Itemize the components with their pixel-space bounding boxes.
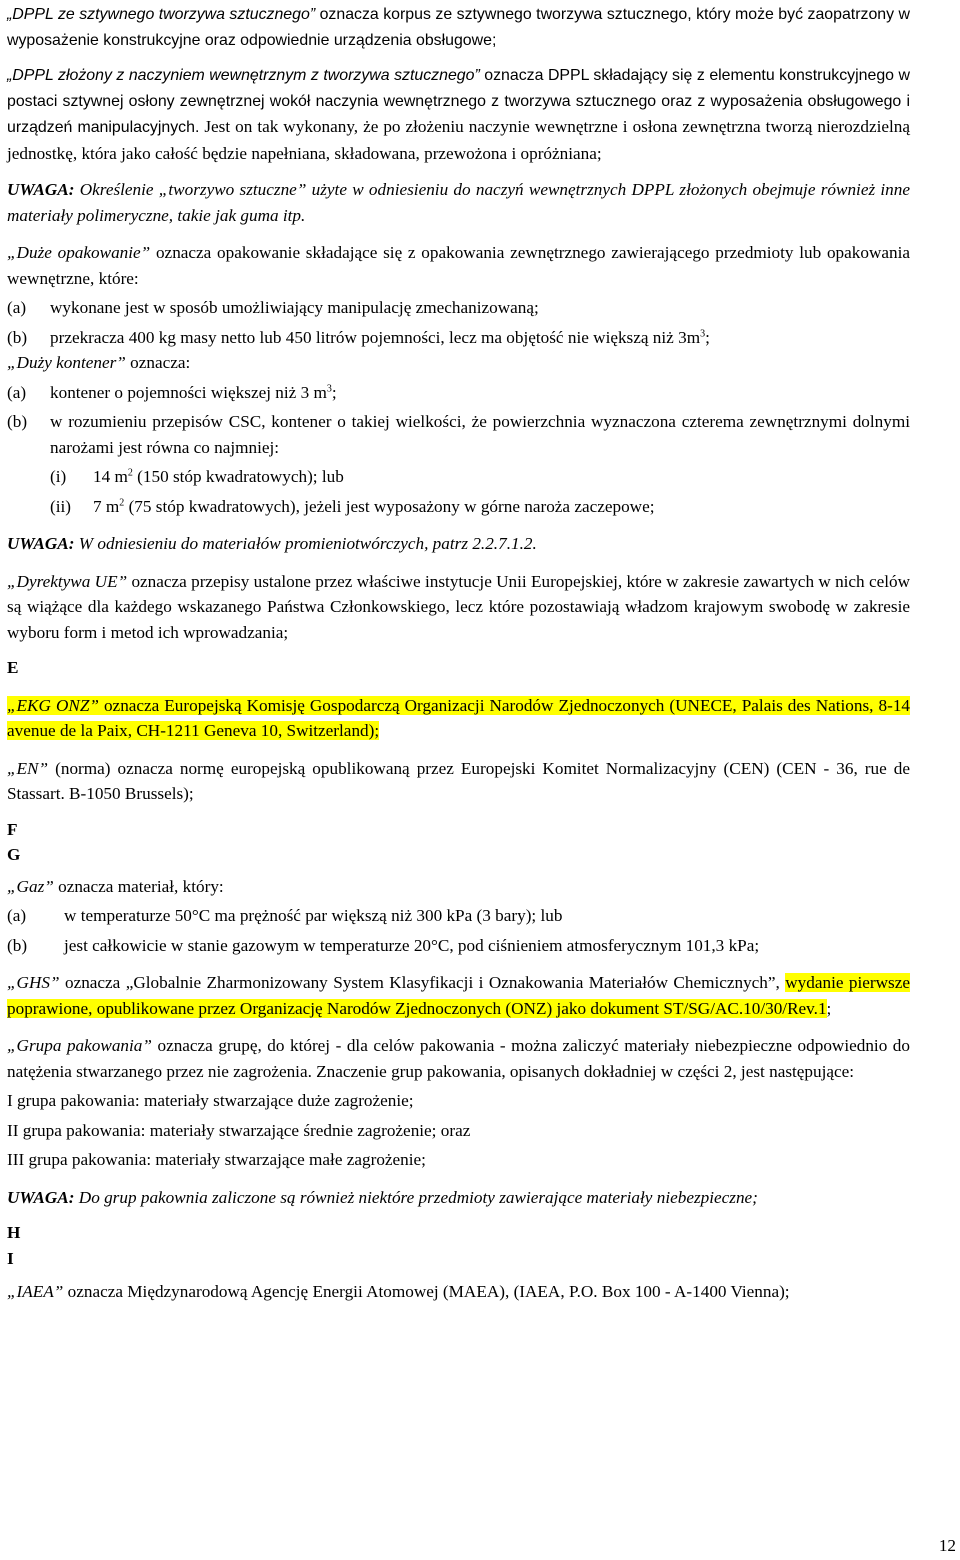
note-label: UWAGA: xyxy=(7,1187,75,1207)
definition-eu-directive xyxy=(7,569,910,646)
definition-iaea xyxy=(7,1279,910,1305)
note-text: Określenie „tworzywo sztuczne” użyte w odniesieniu do naczyń wewnętrznych DPPL złożonych obejmuje również inne materiały polimeryczne, takie jak guma itp. xyxy=(7,180,910,225)
list-item xyxy=(7,295,910,321)
definition-text: oznacza „Globalnie Zharmonizowany System Klasyfikacji i Oznakowania Materiałów Chemicznych”, xyxy=(59,973,786,992)
note-radioactive xyxy=(7,531,910,557)
definition-en xyxy=(7,756,910,807)
definition-gas xyxy=(7,874,910,900)
sub-list-item xyxy=(7,494,910,520)
item-text: w temperaturze 50°C ma prężność par większą niż 300 kPa (3 bary); lub xyxy=(64,906,563,925)
definition-large-container xyxy=(7,350,910,376)
page-number: 12 xyxy=(938,1536,956,1555)
item-text xyxy=(93,464,910,490)
item-label: (i) xyxy=(50,467,67,486)
item-label: (b) xyxy=(7,935,28,955)
item-label: (a) xyxy=(7,382,27,402)
term: „Duży kontener” xyxy=(7,353,126,372)
term: „Grupa pakowania” xyxy=(7,1036,152,1055)
definition-packing-group xyxy=(7,1033,910,1084)
definition-large-packaging xyxy=(7,240,910,291)
item-text-post: (150 stóp kwadratowych); lub xyxy=(132,467,344,486)
sub-list-item xyxy=(7,464,910,490)
section-letter-h: H xyxy=(7,1223,21,1242)
definition-text: (norma) oznacza normę europejską opublikowaną przez Europejski Komitet Normalizacyjny (CEN) (CEN - 36, rue de Stassart. B-1050 Brussels); xyxy=(7,758,910,803)
list-item xyxy=(7,325,910,351)
item-text xyxy=(50,380,910,406)
definition-ghs xyxy=(7,970,910,1021)
definition-text: oznacza przepisy ustalone przez właściwe instytucje Unii Europejskiej, które w zakresie zawartych w nich celów są wiążące dla każdego wskazanego Państwa Członkowskiego, lecz które pozostawiają władzom krajowym swobodę w zakresie wyboru form i metod ich wprowadzania; xyxy=(7,571,911,642)
definition-text: oznacza Europejską Komisję Gospodarczą Organizacji Narodów Zjednoczonych (UNECE, Palais des Nations, 8-14 avenue de la Paix, CH-1211 Geneva 10, Switzerland); xyxy=(7,695,911,740)
item-label: (a) xyxy=(7,906,27,925)
packing-group-3: III grupa pakowania: materiały stwarzające małe zagrożenie; xyxy=(7,1150,426,1169)
superscript: 2 xyxy=(127,467,133,479)
definition-text-continued: Jest on tak wykonany, że po złożeniu naczynie wewnętrzne i osłona zewnętrzna tworzą nierozdzielną jednostkę, która jako całość będzie napełniana, składowana, przewożona i opróżniana; xyxy=(7,117,910,163)
term: „GHS” xyxy=(7,973,60,992)
item-label: (ii) xyxy=(50,496,71,516)
item-text-post: (75 stóp kwadratowych), jeżeli jest wyposażony w górne naroża zaczepowe; xyxy=(124,496,655,516)
item-text-pre: 14 m xyxy=(93,467,128,486)
highlighted-text xyxy=(7,696,910,741)
note-label: UWAGA: xyxy=(7,180,75,199)
superscript: 2 xyxy=(119,496,125,508)
term: „Gaz” xyxy=(7,876,54,896)
item-label: (b) xyxy=(7,412,28,431)
section-letter-f: F xyxy=(7,819,18,839)
definition-text: oznacza grupę, do której - dla celów pakowania - można zaliczyć materiały niebezpieczne odpowiednio do natężenia stwarzanego przez nie zagrożenia. Znaczenie grup pakowania, opisanych dokładniej w części 2, jest następujące: xyxy=(7,1036,910,1081)
item-text-end: ; xyxy=(705,327,710,347)
term: „DPPL ze sztywnego tworzywa sztucznego” xyxy=(7,6,316,23)
note-text: W odniesieniu do materiałów promieniotwórczych, patrz 2.2.7.1.2. xyxy=(74,534,537,553)
list-item xyxy=(7,409,910,460)
definition-dppl-composite xyxy=(7,63,910,167)
superscript: 3 xyxy=(700,327,706,339)
item-label: (a) xyxy=(7,298,27,317)
note-packing-groups xyxy=(7,1185,910,1211)
definition-text: oznacza Międzynarodową Agencję Energii Atomowej (MAEA), (IAEA, P.O. Box 100 - A-1400 Vienna); xyxy=(63,1282,790,1301)
definition-unece xyxy=(7,693,910,744)
term: „IAEA” xyxy=(7,1282,64,1301)
list-item xyxy=(7,903,910,929)
section-letter-g: G xyxy=(7,845,21,864)
item-label: (b) xyxy=(7,327,28,347)
section-letter-e: E xyxy=(7,658,19,677)
section-letter-i: I xyxy=(7,1248,14,1268)
definition-text: oznacza DPPL składający się z elementu konstrukcyjnego w postaci sztywnej osłony zewnętrznej wokół naczynia wewnętrznego z tworzywa sztucznego oraz z wyposażenia obsługowego i urządzeń manipulacyjnych. xyxy=(7,67,910,136)
term: „Dyrektywa UE” xyxy=(7,571,128,591)
term: „EKG ONZ” xyxy=(7,695,99,715)
item-text: wykonane jest w sposób umożliwiający manipulację zmechanizowaną; xyxy=(50,298,539,317)
list-item xyxy=(7,380,910,406)
definition-end: ; xyxy=(826,998,832,1018)
item-text xyxy=(93,494,910,520)
packing-group-1: I grupa pakowania: materiały stwarzające duże zagrożenie; xyxy=(7,1091,414,1110)
term: „Duże opakowanie” xyxy=(7,243,151,262)
term: „DPPL złożony z naczyniem wewnętrznym z tworzywa sztucznego” xyxy=(7,67,480,84)
list-item xyxy=(7,933,910,959)
item-text-main: przekracza 400 kg masy netto lub 450 litrów pojemności, lecz ma objętość nie większą niż 3m xyxy=(50,327,701,347)
packing-group-2: II grupa pakowania: materiały stwarzające średnie zagrożenie; oraz xyxy=(7,1120,471,1140)
note-label: UWAGA: xyxy=(7,534,75,553)
item-text-end: ; xyxy=(331,382,337,402)
item-text-main: kontener o pojemności większej niż 3 m xyxy=(50,382,327,402)
item-text: jest całkowicie w stanie gazowym w temperaturze 20°C, pod ciśnieniem atmosferycznym 101,3 kPa; xyxy=(64,935,760,955)
definition-text: oznacza materiał, który: xyxy=(53,876,224,896)
item-text-pre: 7 m xyxy=(93,496,120,516)
definition-text: oznacza korpus ze sztywnego tworzywa sztucznego, który może być zaopatrzony w wyposażenie konstrukcyjne oraz odpowiednie urządzenia obsługowe; xyxy=(7,6,910,49)
document-page xyxy=(7,2,910,1305)
highlighted-text: wydanie pierwsze poprawione, opublikowane przez Organizację Narodów Zjednoczonych (ONZ) jako dokument ST/SG/AC.10/30/Rev.1 xyxy=(7,973,910,1018)
item-text xyxy=(50,325,910,351)
definition-text: oznacza opakowanie składające się z opakowania zewnętrznego zawierającego przedmioty lub opakowania wewnętrzne, które: xyxy=(7,243,910,288)
term: „EN” xyxy=(7,758,49,778)
item-text: w rozumieniu przepisów CSC, kontener o takiej wielkości, że powierzchnia wyznaczona czterema zewnętrznymi dolnymi narożami jest równa co najmniej: xyxy=(50,412,910,457)
note-text: Do grup pakownia zaliczone są również niektóre przedmioty zawierające materiały niebezpieczne; xyxy=(74,1187,758,1207)
definition-dppl-rigid-plastic xyxy=(7,2,910,53)
note-plastics xyxy=(7,177,910,228)
definition-text: oznacza: xyxy=(125,353,191,372)
superscript: 3 xyxy=(326,382,332,394)
